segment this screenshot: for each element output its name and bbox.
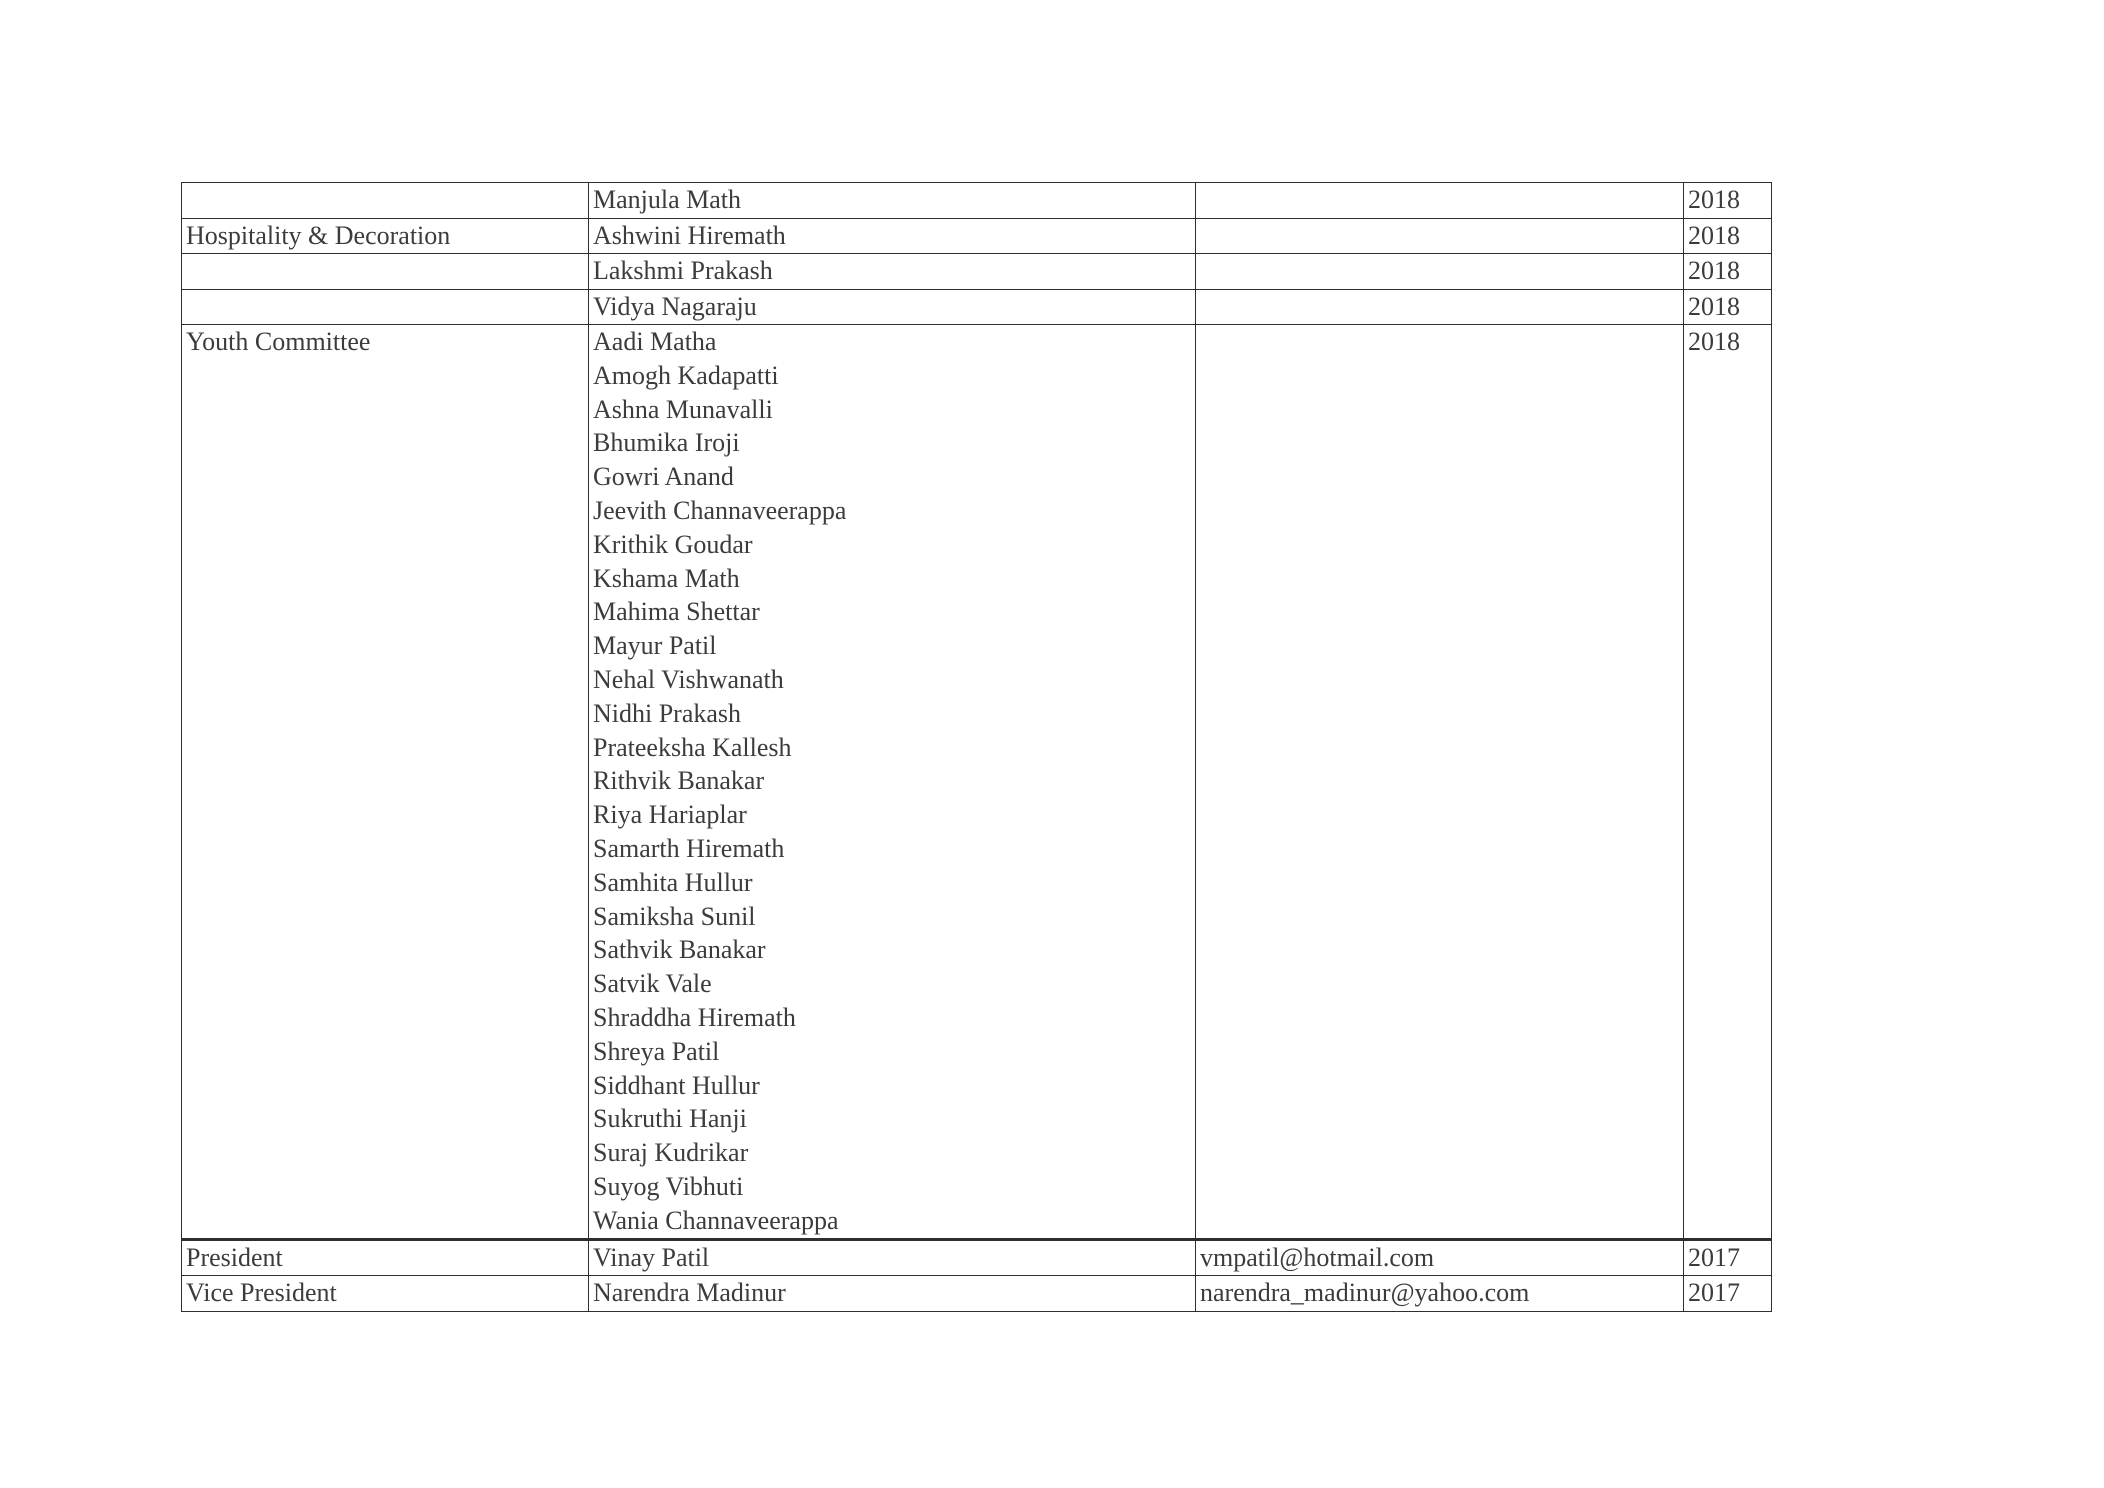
year-cell: 2018 [1684,254,1772,290]
member-name: Wania Channaveerappa [593,1205,839,1235]
email-cell [1196,289,1684,325]
table-row [182,183,1772,219]
table-row [182,254,1772,290]
member-name: Sukruthi Hanji [593,1104,747,1134]
member-name: Bhumika Iroji [593,428,740,458]
member-name: Samhita Hullur [593,867,753,897]
role-cell: Youth Committee [182,325,589,1240]
member-name: Suraj Kudrikar [593,1138,749,1168]
member-name: Krithik Goudar [593,529,753,559]
member-name: Gowri Anand [593,462,734,492]
role-cell [182,289,589,325]
table-row-youth-committee [182,325,1772,1240]
year-cell: 2018 [1684,218,1772,254]
table-row [182,289,1772,325]
table-row [182,1239,1772,1276]
name-cell: Ashwini Hiremath [589,218,1196,254]
member-name: Rithvik Banakar [593,766,765,796]
name-cell: Narendra Madinur [589,1276,1196,1312]
member-name: Samarth Hiremath [593,833,785,863]
member-name: Shraddha Hiremath [593,1002,796,1032]
email-cell [1196,218,1684,254]
year-cell: 2017 [1684,1239,1772,1276]
year-cell: 2017 [1684,1276,1772,1312]
role-cell: Hospitality & Decoration [182,218,589,254]
name-cell: Manjula Math [589,183,1196,219]
member-name: Prateeksha Kallesh [593,732,792,762]
youth-member-list [593,325,1193,1238]
member-name: Kshama Math [593,563,740,593]
year-cell: 2018 [1684,325,1772,1240]
email-cell: narendra_madinur@yahoo.com [1196,1276,1684,1312]
member-name: Jeevith Channaveerappa [593,495,847,525]
role-cell [182,254,589,290]
member-name: Aadi Matha [593,327,717,356]
table-row [182,218,1772,254]
member-name: Sathvik Banakar [593,935,766,965]
member-name: Shreya Patil [593,1036,720,1066]
year-cell: 2018 [1684,183,1772,219]
name-cell: Lakshmi Prakash [589,254,1196,290]
member-name: Riya Hariaplar [593,800,747,830]
member-name: Amogh Kadapatti [593,360,779,390]
member-name: Mahima Shettar [593,597,760,627]
member-name: Satvik Vale [593,969,712,999]
email-cell [1196,325,1684,1240]
email-cell [1196,183,1684,219]
email-cell: vmpatil@hotmail.com [1196,1239,1684,1276]
member-list-cell [589,325,1196,1240]
role-cell: Vice President [182,1276,589,1312]
email-cell [1196,254,1684,290]
member-name: Suyog Vibhuti [593,1171,744,1201]
role-cell [182,183,589,219]
member-name: Siddhant Hullur [593,1070,760,1100]
member-name: Samiksha Sunil [593,901,756,931]
table-row [182,1276,1772,1312]
member-name: Ashna Munavalli [593,394,773,424]
member-name: Nehal Vishwanath [593,664,784,694]
year-cell: 2018 [1684,289,1772,325]
committee-roster-table [181,182,1772,1312]
member-name: Mayur Patil [593,631,717,661]
name-cell: Vidya Nagaraju [589,289,1196,325]
member-name: Nidhi Prakash [593,698,742,728]
name-cell: Vinay Patil [589,1239,1196,1276]
role-cell: President [182,1239,589,1276]
